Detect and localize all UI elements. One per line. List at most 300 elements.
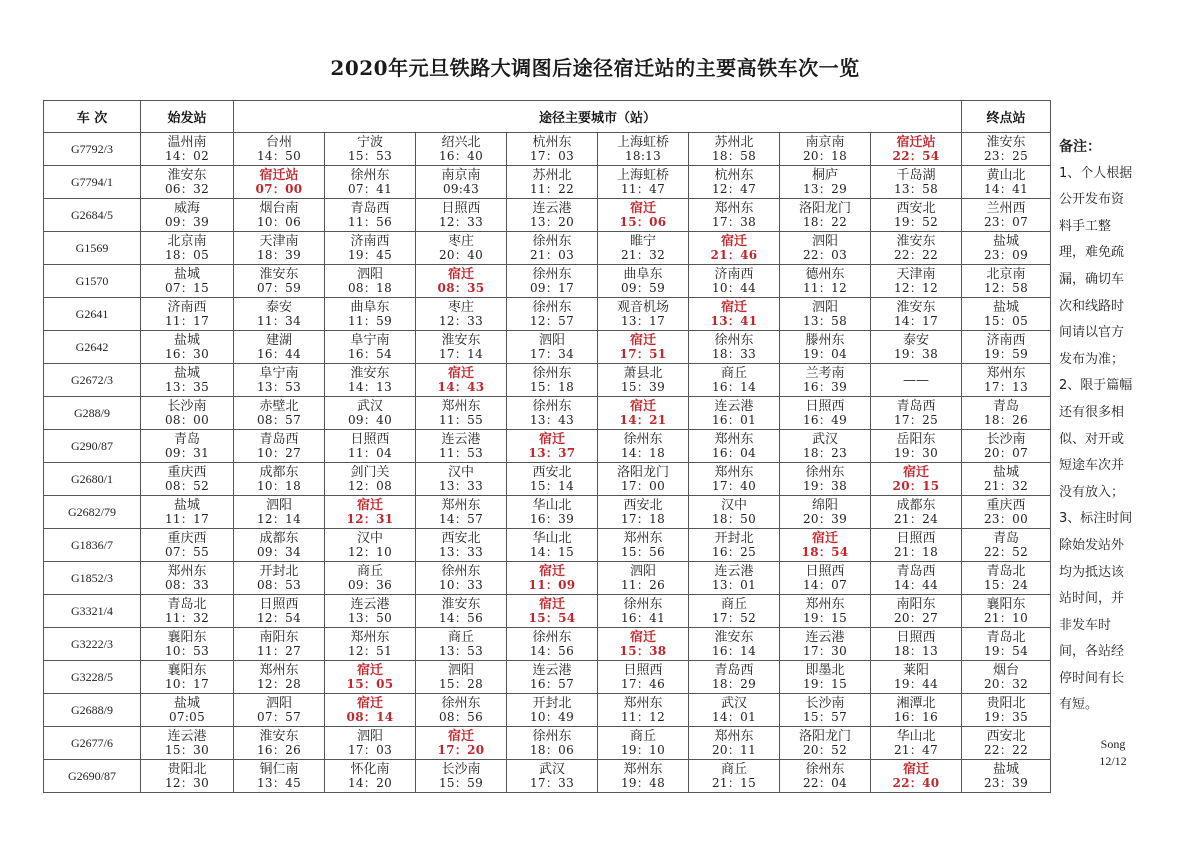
station-time: 12：28 [256,676,302,691]
station-time: 16：25 [711,544,757,559]
station-time: 20：32 [983,676,1029,691]
station-name: 郑州东 [714,728,754,744]
notes-line: 除始发站外 [1059,537,1125,553]
station-time: 17：03 [347,742,393,757]
station-name: 济南西 [167,299,207,315]
station-name: 徐州东 [532,398,572,414]
stop-cell [416,529,507,562]
stop-cell [325,397,416,430]
station-time: 13：33 [438,478,484,493]
stop-cell [871,397,962,430]
station-name: 汉中 [356,530,383,546]
suqian-station-name: 宿迁 [903,464,930,480]
station-name: 盐城 [173,497,200,513]
station-time: 14：50 [256,148,302,163]
station-name: 枣庄 [447,299,474,315]
origin-cell [141,265,234,298]
station-name: 盐城 [173,332,200,348]
station-name: 开封北 [532,695,572,711]
origin-cell [141,133,234,166]
table-row [44,727,1051,760]
station-time: 06：32 [164,181,210,196]
stop-cell [780,199,871,232]
stop-cell [507,166,598,199]
station-name: 阜宁南 [259,365,299,381]
station-time: 17：52 [711,610,757,625]
stop-cell [416,661,507,694]
station-time: 16：44 [256,346,302,361]
station-time: 12：47 [711,181,757,196]
station-name: 淮安东 [441,332,481,348]
station-time: 10：44 [711,280,757,295]
station-name: 盐城 [173,695,200,711]
station-time: 17：14 [438,346,484,361]
suqian-station-name: 宿迁站 [259,167,299,183]
stop-cell [325,694,416,727]
station-name: 西安北 [896,200,936,216]
station-name: 青岛 [993,398,1020,414]
station-name: 日照西 [896,629,936,645]
station-name: 郑州东 [714,464,754,480]
stop-cell [234,661,325,694]
table-row [44,166,1051,199]
notes-lines [1059,161,1147,719]
stop-cell [234,727,325,760]
station-time: 17：38 [711,214,757,229]
station-time: 10：49 [529,709,575,724]
stop-cell [689,397,780,430]
station-time: 16：41 [620,610,666,625]
station-name: 桐庐 [811,167,838,183]
station-time: 07：57 [256,709,302,724]
station-name: 天津南 [259,233,299,249]
suqian-time: 22：54 [892,148,940,163]
station-name: 开封北 [259,563,299,579]
station-time: 18：23 [802,445,848,460]
suqian-time: 18：54 [801,544,849,559]
stop-cell [325,760,416,793]
stop-cell [325,661,416,694]
station-time: 12：51 [347,643,393,658]
suqian-station-name: 宿迁 [720,233,747,249]
station-time: 09：59 [620,280,666,295]
station-name: 汉中 [720,497,747,513]
stop-cell [325,727,416,760]
stop-cell [871,298,962,331]
stop-cell [871,133,962,166]
suqian-time: 14：21 [619,412,667,427]
station-name: 襄阳东 [167,662,207,678]
station-name: 连云港 [350,596,390,612]
train-number: G2677/6 [44,727,141,760]
station-time: 13：58 [893,181,939,196]
station-time: 14：02 [164,148,210,163]
station-time: 14：57 [438,511,484,526]
station-time: 18：58 [711,148,757,163]
stop-cell [507,199,598,232]
station-time: 17：03 [529,148,575,163]
station-name: 北京南 [986,266,1026,282]
station-name: 郑州东 [805,596,845,612]
station-time: 17：46 [620,676,666,691]
origin-cell [141,397,234,430]
table-row [44,529,1051,562]
table-row [44,364,1051,397]
station-name: 襄阳东 [167,629,207,645]
station-time: 16：14 [711,643,757,658]
station-time: 13：53 [256,379,302,394]
terminal-cell [962,595,1051,628]
station-name: 淮安东 [167,167,207,183]
table-row [44,265,1051,298]
station-name: 青岛北 [167,596,207,612]
station-time: 12：33 [438,214,484,229]
station-name: 淮安东 [259,728,299,744]
stop-cell [689,727,780,760]
station-time: 15：59 [438,775,484,790]
station-name: 睢宁 [629,233,656,249]
terminal-cell [962,628,1051,661]
suqian-time: 20：15 [892,478,940,493]
station-time: 14：44 [893,577,939,592]
station-name: 徐州东 [441,563,481,579]
station-name: 重庆西 [986,497,1026,513]
station-name: 台州 [265,134,292,150]
station-time: 22：04 [802,775,848,790]
train-number: G3321/4 [44,595,141,628]
train-number: G1852/3 [44,562,141,595]
station-name: 泗阳 [356,266,383,282]
stop-cell [598,364,689,397]
station-time: 12：54 [256,610,302,625]
station-time: 13：29 [802,181,848,196]
station-name: 长沙南 [167,398,207,414]
stop-cell [507,331,598,364]
station-name: 上海虹桥 [616,134,669,150]
terminal-cell [962,331,1051,364]
notes-line: 停时间有长 [1059,670,1125,686]
station-time: 16：14 [711,379,757,394]
station-time: 09：39 [164,214,210,229]
station-time: 14：18 [620,445,666,460]
station-time: 21：32 [983,478,1029,493]
station-name: 长沙南 [805,695,845,711]
header-origin: 始发站 [141,101,234,133]
station-time: 14：56 [438,610,484,625]
station-time: 19：15 [802,610,848,625]
station-time: 18：29 [711,676,757,691]
stop-cell [325,496,416,529]
station-time: 11：34 [256,313,302,328]
stop-cell [325,166,416,199]
station-time: 14：01 [711,709,757,724]
signature-name: Song [1100,737,1126,751]
notes-line: 非发车时 [1059,617,1112,633]
stop-cell [598,166,689,199]
station-name: 盐城 [173,365,200,381]
station-name: 淮安东 [896,233,936,249]
table-row [44,562,1051,595]
station-time: 11：32 [164,610,210,625]
stop-cell [689,661,780,694]
station-time: 10：27 [256,445,302,460]
station-name: 淮安东 [441,596,481,612]
station-time: 18：22 [802,214,848,229]
station-name: 曲阜东 [623,266,663,282]
stop-cell [780,331,871,364]
station-time: 12：10 [347,544,393,559]
stop-cell [598,628,689,661]
station-time: 19：59 [983,346,1029,361]
stop-cell [871,364,962,397]
stop-cell [689,529,780,562]
station-name: 郑州东 [623,695,663,711]
notes-title: 备注： [1059,139,1101,155]
station-name: 连云港 [167,728,207,744]
station-name: 济南西 [714,266,754,282]
station-time: 19：54 [983,643,1029,658]
station-time: 09：40 [347,412,393,427]
stop-cell [416,430,507,463]
station-time: 19：15 [802,676,848,691]
stop-cell [780,298,871,331]
stop-cell [780,496,871,529]
station-name: 武汉 [356,398,383,414]
station-time: 07：15 [164,280,210,295]
station-time: 16：04 [711,445,757,460]
stop-cell [507,661,598,694]
suqian-time: 13：37 [528,445,576,460]
station-time: 11：55 [438,412,484,427]
suqian-station-name: 宿迁 [356,662,383,678]
suqian-station-name: 宿迁 [447,728,474,744]
station-time: 16：54 [347,346,393,361]
suqian-time: 11：09 [528,577,576,592]
station-name: 成都东 [259,530,299,546]
station-name: 德州东 [805,266,845,282]
terminal-cell [962,661,1051,694]
station-time: 11：04 [347,445,393,460]
station-name: 泗阳 [629,563,656,579]
station-time: 12：12 [893,280,939,295]
stop-cell [234,265,325,298]
stop-cell [325,265,416,298]
station-time: 16：39 [529,511,575,526]
station-time: 16：49 [802,412,848,427]
station-time: 08：57 [256,412,302,427]
origin-cell [141,760,234,793]
notes-line: 漏，确切车 [1059,271,1125,287]
train-number: G7792/3 [44,133,141,166]
station-name: 淮安东 [986,134,1026,150]
stop-cell [234,166,325,199]
station-name: 泰安 [903,332,930,348]
stop-cell [507,364,598,397]
suqian-station-name: 宿迁 [629,200,656,216]
station-name: 武汉 [720,695,747,711]
station-name: 徐州东 [441,695,481,711]
station-time: 07：41 [347,181,393,196]
station-time: 18：06 [529,742,575,757]
station-time: 08：18 [347,280,393,295]
stop-cell [234,529,325,562]
terminal-cell [962,430,1051,463]
station-time: 19：30 [893,445,939,460]
stop-cell [689,694,780,727]
stop-cell [780,595,871,628]
station-time: 15：18 [529,379,575,394]
stop-cell [507,463,598,496]
station-time: 17：33 [529,775,575,790]
station-time: 15：28 [438,676,484,691]
terminal-cell [962,397,1051,430]
stop-cell [598,727,689,760]
train-number: G2684/5 [44,199,141,232]
stop-cell [234,496,325,529]
suqian-time: 13：41 [710,313,758,328]
station-name: 阜宁南 [350,332,390,348]
notes-line: 还有很多相 [1059,404,1125,420]
station-time: 13：50 [347,610,393,625]
terminal-cell [962,298,1051,331]
header-route: 途径主要城市（站） [234,101,962,133]
terminal-cell [962,463,1051,496]
station-name: 郑州东 [623,761,663,777]
station-name: 徐州东 [532,365,572,381]
origin-cell [141,298,234,331]
stop-cell [325,562,416,595]
station-time: 20：18 [802,148,848,163]
stop-cell [507,496,598,529]
station-name: 滕州东 [805,332,845,348]
station-name: 泗阳 [447,662,474,678]
stop-cell [507,298,598,331]
stop-cell [598,265,689,298]
suqian-station-name: 宿迁 [629,629,656,645]
station-name: 徐州东 [623,431,663,447]
station-name: 淮安东 [350,365,390,381]
train-number: G2680/1 [44,463,141,496]
station-time: 21：24 [893,511,939,526]
station-time: 13：43 [529,412,575,427]
station-name: 岳阳东 [896,431,936,447]
stop-cell [780,661,871,694]
station-time: 11：53 [438,445,484,460]
stop-cell [325,199,416,232]
station-name: 徐州东 [805,464,845,480]
stop-cell [689,166,780,199]
notes-line: 短途车次并 [1059,458,1125,474]
station-name: 青岛 [993,530,1020,546]
station-time: 14：13 [347,379,393,394]
suqian-station-name: 宿迁 [538,596,565,612]
stop-cell [598,463,689,496]
stop-cell [871,199,962,232]
station-time: 12：14 [256,511,302,526]
origin-cell [141,463,234,496]
station-time: 14：07 [802,577,848,592]
station-name: 武汉 [538,761,565,777]
station-time: 19：38 [802,478,848,493]
notes-line: 理，难免疏 [1059,245,1125,261]
stop-cell [598,661,689,694]
station-name: 温州南 [167,134,207,150]
station-name: 徐州东 [350,167,390,183]
train-number: G7794/1 [44,166,141,199]
stop-cell [780,694,871,727]
station-name: 青岛 [173,431,200,447]
origin-cell [141,331,234,364]
station-name: 绍兴北 [441,134,481,150]
station-name: 贵阳北 [167,761,207,777]
table-row [44,133,1051,166]
station-name: 长沙南 [441,761,481,777]
station-name: 南京南 [805,134,845,150]
header-terminal: 终点站 [962,101,1051,133]
station-time: 10：53 [164,643,210,658]
stop-cell [780,364,871,397]
station-time: 16：40 [438,148,484,163]
stop-cell [598,133,689,166]
signature [1090,736,1136,770]
station-name: 青岛西 [350,200,390,216]
station-time: 16：39 [802,379,848,394]
station-time: 11：26 [620,577,666,592]
stop-cell [780,265,871,298]
stop-cell [871,694,962,727]
stop-cell [234,595,325,628]
station-time: 19：10 [620,742,666,757]
station-time: 11：17 [164,313,210,328]
stop-cell [325,463,416,496]
station-time: 23：09 [983,247,1029,262]
table-row [44,430,1051,463]
station-time: 17：34 [529,346,575,361]
suqian-time: 12：31 [346,511,394,526]
station-time: 10：17 [164,676,210,691]
stop-cell [689,760,780,793]
stop-cell [416,166,507,199]
station-time: 16：30 [164,346,210,361]
stop-cell [325,133,416,166]
station-name: 日照西 [623,662,663,678]
stop-cell [416,298,507,331]
station-name: 南阳东 [896,596,936,612]
table-row [44,694,1051,727]
station-name: 商丘 [447,629,474,645]
train-number: G3228/5 [44,661,141,694]
station-time: 11：12 [620,709,666,724]
no-stop-dash: —— [903,372,929,388]
station-time: 19：45 [347,247,393,262]
station-time: 15：53 [347,148,393,163]
station-name: 徐州东 [532,266,572,282]
station-name: 盐城 [993,761,1020,777]
train-number: G2688/9 [44,694,141,727]
stop-cell [871,265,962,298]
station-name: 上海虹桥 [616,167,669,183]
station-time: 11：27 [256,643,302,658]
suqian-time: 08：14 [346,709,394,724]
station-name: 郑州东 [714,200,754,216]
stop-cell [780,166,871,199]
stop-cell [507,529,598,562]
table-header-row [44,101,1051,133]
origin-cell [141,529,234,562]
stop-cell [689,133,780,166]
station-time: 14：56 [529,643,575,658]
station-name: 泗阳 [356,728,383,744]
